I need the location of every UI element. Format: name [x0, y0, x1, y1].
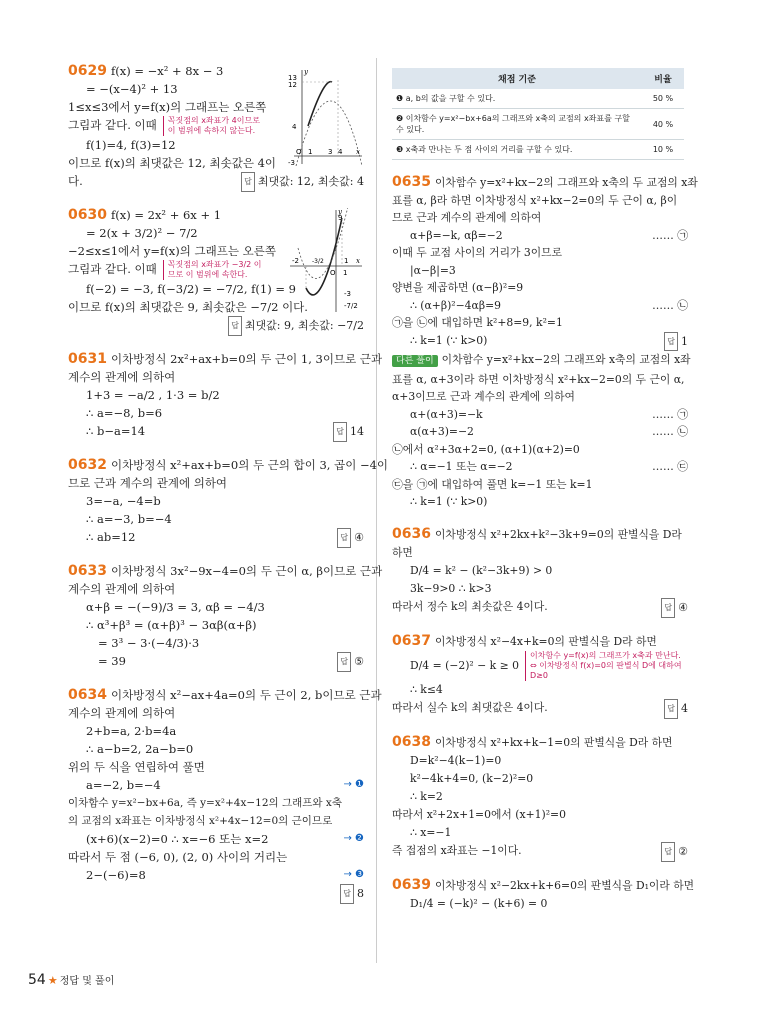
- problem-number: 0639: [392, 876, 431, 893]
- problem-0629: [68, 62, 364, 192]
- answer-box-icon: 답: [333, 422, 347, 442]
- problem-0639: 0639 이차방정식 x²−2kx+k+6=0의 판별식을 D₁이라 하면 D₁/4 = (−k)² − (k+6) = 0: [392, 876, 695, 910]
- problem-0630: 0630 f(x) = 2x² + 6x + 1 = 2(x + 3/2)² − 7/2 −2≤x≤1에서 y=f(x)의 그래프는 오른쪽 그림과 같다. 이때 꼭짓점의 x좌표가 −3/2 이므로 이 범위에 속한다. f(−2) = −3, f(−3/2) = −7/2, f(1) = 9 이므로 f(x)의 최댓값은 9, 최솟값은 −7/2 이다. 답 최댓값: 9, 최솟값: −7/2 9 1 -3 -7/2 -2 -3/2 O 1 y x: [68, 206, 364, 336]
- answer: 답 8: [68, 884, 364, 904]
- answer-box-icon: 답: [664, 332, 678, 352]
- answer-box-icon: 답: [664, 699, 678, 719]
- equation-marker: …… ㉠: [652, 228, 688, 242]
- answer: 답 최댓값: 9, 최솟값: −7/2: [68, 316, 364, 336]
- answer: 답 14: [333, 422, 364, 442]
- page-number: 54: [28, 972, 46, 988]
- svg-text:9: 9: [338, 214, 343, 222]
- column-divider: [376, 58, 377, 963]
- table-row: ❷ 이차함수 y=x²−bx+6a의 그래프와 x축의 교점의 x좌표를 구할 수 있다. 40 %: [392, 109, 684, 140]
- equation-line: f(1)=4, f(3)=12: [86, 138, 176, 152]
- problem-0636: 0636 이차방정식 x²+2kx+k²−3k+9=0의 판별식을 D라 하면 D/4 = k² − (k²−3k+9) > 0 3k−9>0 ∴ k>3 따라서 정수 k의 최솟값은 4이다. 답 ④: [392, 525, 688, 618]
- margin-note: 이차함수 y=f(x)의 그래프가 x축과 만난다. ⇔ 이차방정식 f(x)=0의 판별식 D에 대하여 D≥0: [525, 651, 690, 681]
- text-line: 1≤x≤3에서 y=f(x)의 그래프는 오른쪽: [68, 100, 267, 114]
- answer: 답 ④: [337, 528, 364, 548]
- svg-text:3: 3: [328, 148, 333, 156]
- problem-number: 0638: [392, 733, 431, 750]
- page-footer: [28, 972, 114, 988]
- margin-note: 꼭짓점의 x좌표가 −3/2 이므로 이 범위에 속한다.: [163, 260, 268, 280]
- text-line: 다.: [68, 174, 83, 188]
- answer: 답 ⑤: [337, 652, 364, 672]
- svg-text:1: 1: [344, 257, 349, 265]
- svg-text:-3/2: -3/2: [312, 258, 324, 265]
- svg-text:4: 4: [292, 123, 297, 131]
- svg-text:1: 1: [343, 269, 348, 277]
- answer-box-icon: 답: [228, 316, 242, 336]
- problem-number: 0637: [392, 632, 431, 649]
- problem-0634: 0634 이차방정식 x²−ax+4a=0의 두 근이 2, b이므로 근과 계수의 관계에 의하여 2+b=a, 2·b=4a ∴ a−b=2, 2a−b=0 위의 두 식을 연립하여 풀면 a=−2, b=−4 → ❶ 이차함수 y=x²−bx+6a, 즉 y=x²+4x−12의 그래프와 x축 의 교점의 x좌표는 이차방정식 x²+4x−12=0의 근이므로 (x+6)(x−2)=0 ∴ x=−6 또는 x=2 → ❷ 따라서 두 점 (−6, 0), (2, 0) 사이의 거리는 2−(−6)=8 → ❸ 답 8: [68, 686, 364, 904]
- parabola-graph: [286, 66, 364, 166]
- left-column: [68, 62, 389, 918]
- svg-text:O: O: [330, 269, 336, 277]
- table-header: 비율: [642, 68, 684, 89]
- problem-number: 0633: [68, 563, 107, 579]
- footer-label: 정답 및 풀이: [59, 976, 115, 987]
- svg-text:y: y: [304, 68, 308, 76]
- alt-solution-tag: 다른 풀이: [392, 355, 438, 367]
- svg-text:-3: -3: [288, 159, 295, 166]
- parabola-graph: [286, 208, 364, 316]
- equation-line: = −(x−4)² + 13: [86, 82, 178, 96]
- table-row: ❸ x축과 만나는 두 점 사이의 거리를 구할 수 있다. 10 %: [392, 140, 684, 160]
- svg-text:-7/2: -7/2: [344, 302, 358, 310]
- text-line: 그림과 같다. 이때: [68, 118, 157, 132]
- scoring-table: [392, 68, 684, 160]
- tick-label: 13: [288, 74, 297, 82]
- svg-text:-3: -3: [344, 290, 351, 298]
- table-row: ❶ a, b의 값을 구할 수 있다. 50 %: [392, 89, 684, 109]
- problem-number: 0634: [68, 687, 107, 703]
- problem-number: 0630: [68, 207, 107, 223]
- text-line: 이므로 f(x)의 최댓값은 12, 최솟값은 4이: [68, 156, 277, 170]
- margin-note: 꼭짓점의 x좌표가 4이므로 이 범위에 속하지 않는다.: [163, 116, 268, 136]
- problem-0635: 0635 이차함수 y=x²+kx−2의 그래프와 x축의 두 교점의 x좌 표를 α, β라 하면 이차방정식 x²+kx−2=0의 두 근이 α, β이 므로 근과 계수의 관계에 의하여 α+β=−k, αβ=−2 …… ㉠ 이때 두 교점 사이의 거리가 3이므로 |α−β|=3 양변을 제곱하면 (α−β)²=9 ∴ (α+β)²−4αβ=9 …… ㉡ ㉠을 ㉡에 대입하면 k²+8=9, k²=1 ∴ k=1 (∵ k>0) 답 1 다른 풀이 이차함수 y=x²+kx−2의 그래프와 x축의 교점의 x좌 표를 α, α+3이라 하면 이차방정식 x²+kx−2=0의 두 근이 α, α+3이므로 근과 계수의 관계에 의하여 α+(α+3)=−k …… ㉠ α(α+3)=−2 …… ㉡ ㉡에서 α²+3α+2=0, (α+1)(α+2)=0 ∴ α=−1 또는 α=−2 …… ㉢ ㉢을 ㉠에 대입하여 풀면 k=−1 또는 k=1 ∴ k=1 (∵ k>0): [392, 174, 698, 508]
- step-marker: → ❷: [343, 833, 364, 844]
- problem-0632: 0632 이차방정식 x²+ax+b=0의 두 근의 합이 3, 곱이 −4이 므로 근과 계수의 관계에 의하여 3=−a, −4=b ∴ a=−3, b=−4 ∴ ab=12 답 ④: [68, 456, 364, 548]
- answer: 답 ②: [661, 842, 688, 862]
- answer-box-icon: 답: [661, 842, 675, 862]
- svg-text:4: 4: [338, 148, 343, 156]
- answer: 답 4: [664, 699, 688, 719]
- step-marker: → ❶: [343, 779, 364, 790]
- answer: 답 1: [664, 332, 688, 352]
- answer-box-icon: 답: [337, 652, 351, 672]
- problem-number: 0629: [68, 63, 107, 79]
- answer-box-icon: 답: [241, 172, 255, 192]
- problem-number: 0635: [392, 174, 431, 190]
- answer: 답 ④: [661, 598, 688, 618]
- problem-0633: 0633 이차방정식 3x²−9x−4=0의 두 근이 α, β이므로 근과 계수의 관계에 의하여 α+β = −(−9)/3 = 3, αβ = −4/3 ∴ α³+β³ = (α+β)³ − 3αβ(α+β) = 3³ − 3·(−4/3)·3 = 39 답 ⑤: [68, 562, 364, 672]
- table-header: 채점 기준: [392, 68, 642, 89]
- svg-text:O: O: [296, 148, 302, 156]
- problem-number: 0631: [68, 351, 107, 367]
- svg-text:12: 12: [288, 81, 297, 89]
- svg-text:-2: -2: [292, 257, 299, 265]
- answer-box-icon: 답: [661, 598, 675, 618]
- problem-0637: 0637 이차방정식 x²−4x+k=0의 판별식을 D라 하면 D/4 = (−2)² − k ≥ 0이차함수 y=f(x)의 그래프가 x축과 만난다. ⇔ 이차방정식 f(x)=0의 판별식 D에 대하여 D≥0 ∴ k≤4 따라서 실수 k의 최댓값은 4이다. 답 4: [392, 632, 688, 719]
- step-marker: → ❸: [343, 869, 364, 880]
- svg-text:y: y: [338, 208, 342, 216]
- problem-number: 0632: [68, 457, 107, 473]
- problem-0631: 0631 이차방정식 2x²+ax+b=0의 두 근이 1, 3이므로 근과 계수의 관계에 의하여 1+3 = −a/2 , 1·3 = b/2 ∴ a=−8, b=6 ∴ b−a=14 답 14: [68, 350, 364, 442]
- svg-text:1: 1: [308, 148, 313, 156]
- answer-box-icon: 답: [340, 884, 354, 904]
- svg-text:x: x: [356, 148, 360, 156]
- right-column: [392, 68, 698, 927]
- svg-text:x: x: [356, 257, 360, 265]
- problem-0638: 0638 이차방정식 x²+kx+k−1=0의 판별식을 D라 하면 D=k²−4(k−1)=0 k²−4k+4=0, (k−2)²=0 ∴ k=2 따라서 x²+2x+1=0에서 (x+1)²=0 ∴ x=−1 즉 접점의 x좌표는 −1이다. 답 ②: [392, 733, 688, 862]
- answer-box-icon: 답: [337, 528, 351, 548]
- star-icon: ★: [47, 974, 58, 987]
- problem-number: 0636: [392, 525, 431, 542]
- equation-line: f(x) = −x² + 8x − 3: [110, 64, 224, 78]
- answer: 답 최댓값: 12, 최솟값: 4: [241, 172, 364, 192]
